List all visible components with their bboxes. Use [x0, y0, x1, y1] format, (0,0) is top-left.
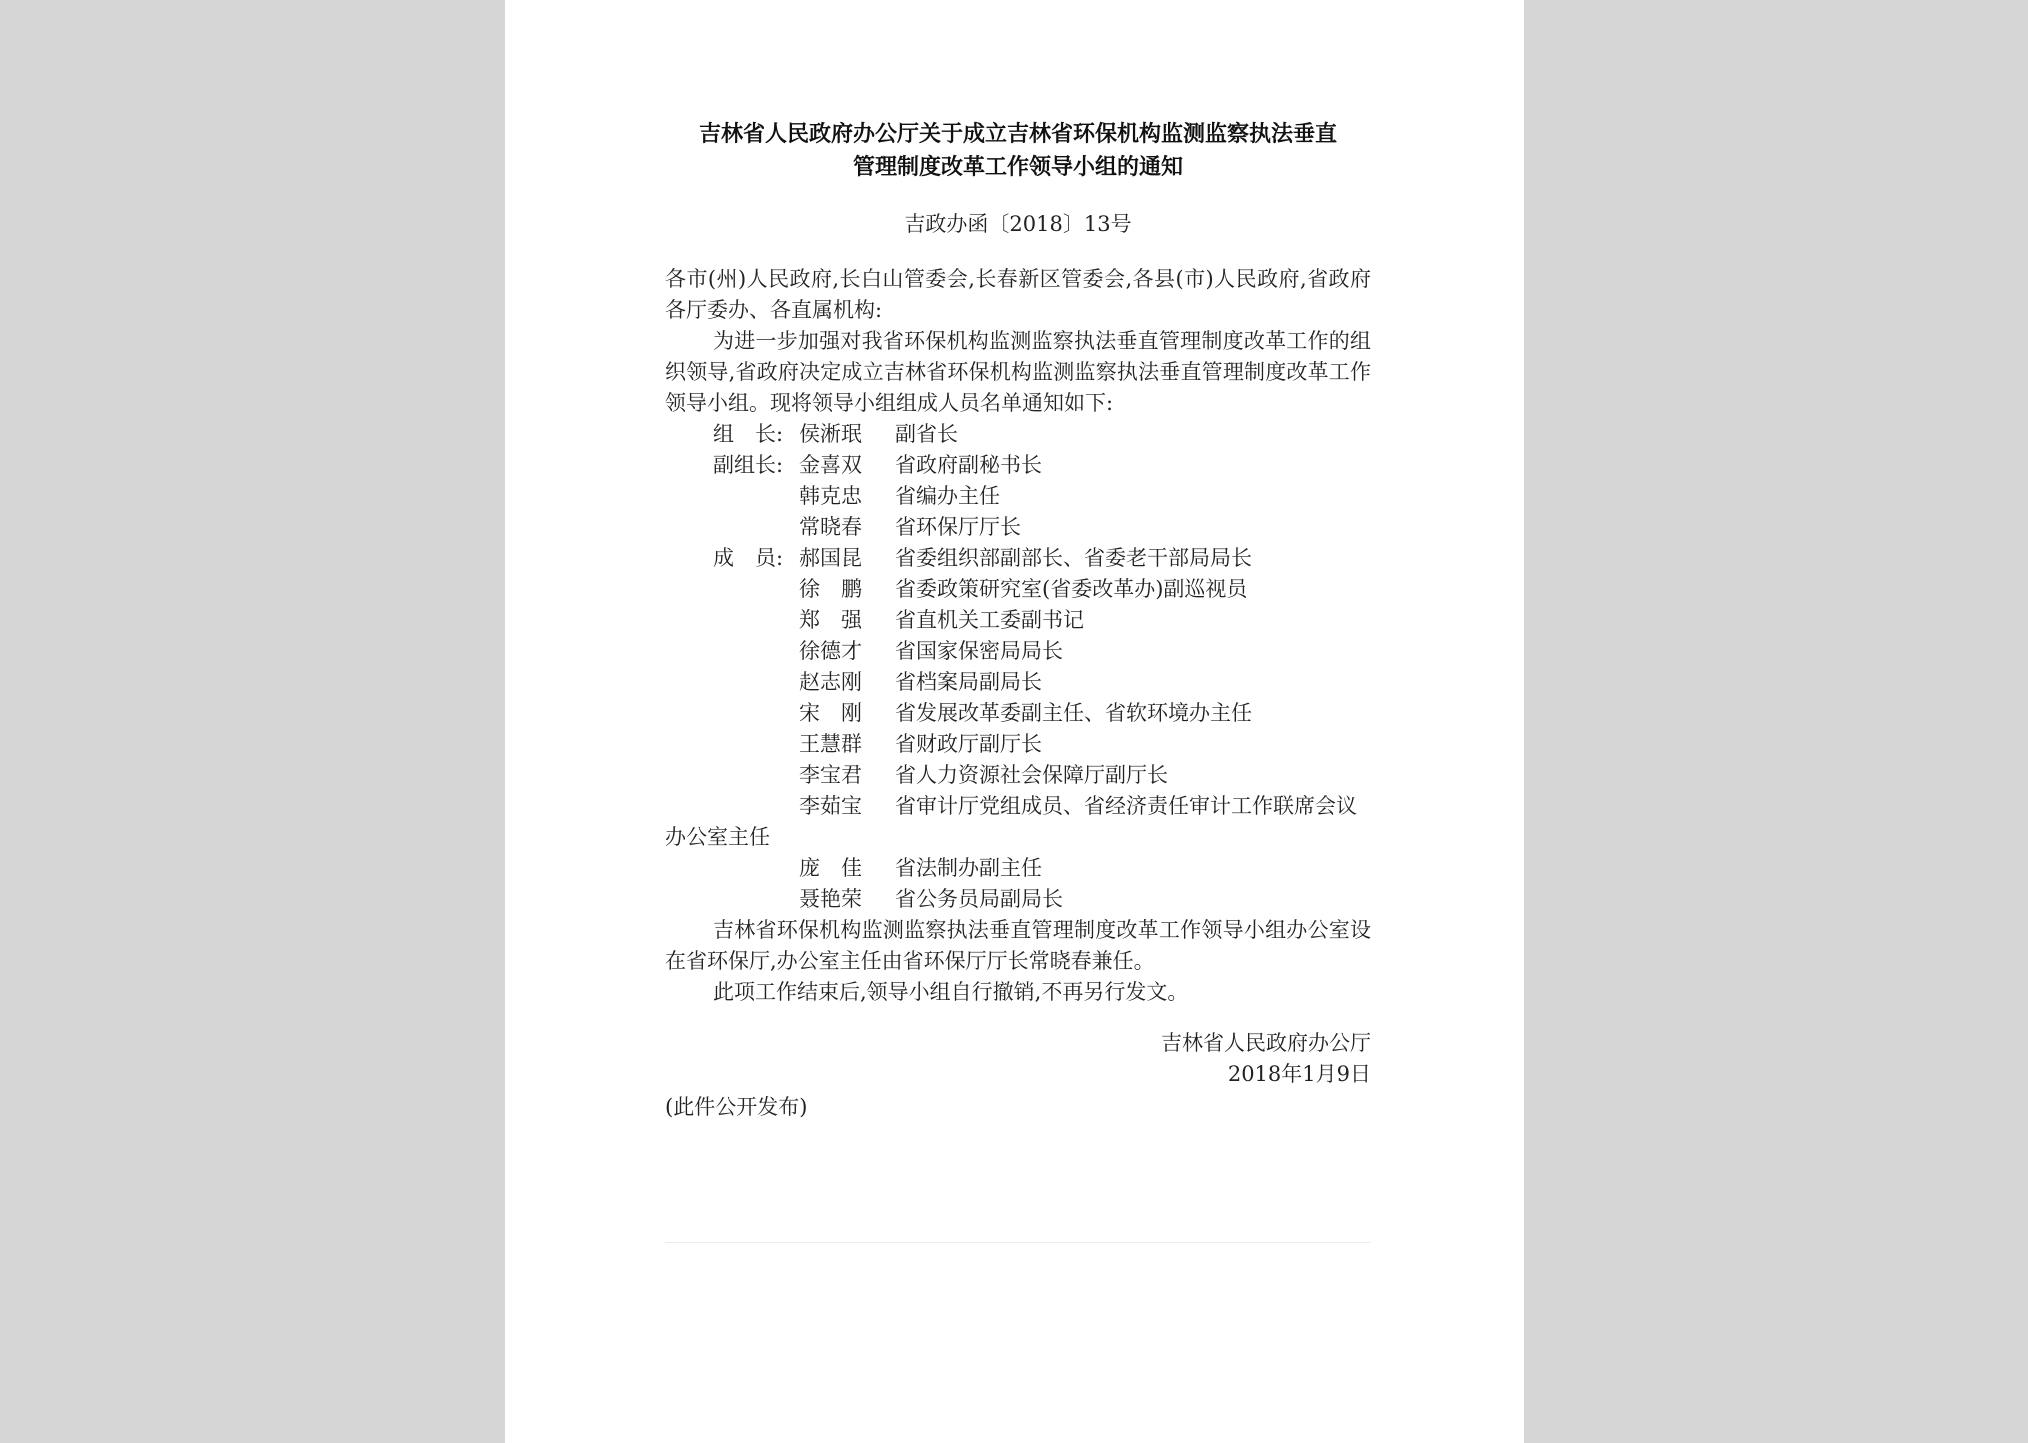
member-position: 省财政厅副厅长	[895, 732, 1042, 756]
member-position: 省法制办副主任	[895, 856, 1042, 880]
member-role	[665, 636, 799, 667]
member-position: 省委政策研究室(省委改革办)副巡视员	[895, 577, 1248, 601]
member-name: 李宝君	[799, 763, 862, 787]
member-name: 王慧群	[799, 732, 862, 756]
member-role	[665, 574, 799, 605]
member-name: 金喜双	[799, 453, 862, 477]
member-position: 省档案局副局长	[895, 670, 1042, 694]
signature-block	[665, 1028, 1371, 1090]
member-row	[665, 481, 1371, 512]
member-role	[665, 698, 799, 729]
member-role	[665, 512, 799, 543]
member-role	[665, 667, 799, 698]
member-position: 省国家保密局局长	[895, 639, 1063, 663]
member-row	[665, 543, 1371, 574]
member-name: 郑 强	[799, 608, 862, 632]
member-role	[665, 760, 799, 791]
member-name: 常晓春	[799, 515, 862, 539]
member-role: 成 员:	[713, 546, 784, 570]
member-name: 徐 鹏	[799, 577, 862, 601]
member-row	[665, 729, 1371, 760]
member-role	[665, 884, 799, 915]
member-list-tail	[665, 853, 1371, 915]
member-name: 赵志刚	[799, 670, 862, 694]
office-paragraph: 吉林省环保机构监测监察执法垂直管理制度改革工作领导小组办公室设在省环保厅,办公室主任由省环保厅厅长常晓春兼任。	[665, 918, 1371, 973]
member-row	[665, 884, 1371, 915]
member-role	[665, 481, 799, 512]
closing-paragraph: 此项工作结束后,领导小组自行撤销,不再另行发文。	[713, 980, 1189, 1004]
document-title	[665, 118, 1371, 184]
recipients-paragraph: 各市(州)人民政府,长白山管委会,长春新区管委会,各县(市)人民政府,省政府各厅委办、各直属机构:	[665, 267, 1371, 322]
member-role	[665, 853, 799, 884]
member-position: 省人力资源社会保障厅副厅长	[895, 763, 1168, 787]
member-row	[665, 853, 1371, 884]
member-position: 省编办主任	[895, 484, 1000, 508]
member-row-wrapped	[665, 791, 1371, 853]
member-row	[665, 760, 1371, 791]
document-content	[665, 118, 1371, 1123]
member-list	[665, 419, 1371, 791]
intro-paragraph: 为进一步加强对我省环保机构监测监察执法垂直管理制度改革工作的组织领导,省政府决定成立吉林省环保机构监测监察执法垂直管理制度改革工作领导小组。现将领导小组组成人员名单通知如下:	[665, 329, 1371, 415]
member-role	[665, 605, 799, 636]
member-row	[665, 698, 1371, 729]
member-position: 省发展改革委副主任、省软环境办主任	[895, 701, 1252, 725]
member-role	[665, 729, 799, 760]
member-position: 省委组织部副部长、省委老干部局局长	[895, 546, 1252, 570]
member-row	[665, 512, 1371, 543]
member-role: 副组长:	[713, 453, 784, 477]
member-row	[665, 450, 1371, 481]
member-position: 省审计厅党组成员、省经济责任审计工作联席会议办公室主任	[665, 794, 1357, 849]
member-row	[665, 419, 1371, 450]
member-position: 省政府副秘书长	[895, 453, 1042, 477]
signature-date: 2018年1月9日	[1227, 1062, 1371, 1086]
document-number: 吉政办函〔2018〕13号	[904, 212, 1132, 236]
signature-org: 吉林省人民政府办公厅	[1161, 1031, 1371, 1055]
member-position: 省直机关工委副书记	[895, 608, 1084, 632]
member-row	[665, 605, 1371, 636]
member-row	[665, 574, 1371, 605]
member-name: 韩克忠	[799, 484, 862, 508]
title-line-1: 吉林省人民政府办公厅关于成立吉林省环保机构监测监察执法垂直	[698, 122, 1337, 147]
member-position: 省环保厅厅长	[895, 515, 1021, 539]
member-row	[665, 636, 1371, 667]
member-position: 省公务员局副局长	[895, 887, 1063, 911]
publication-note: (此件公开发布)	[665, 1095, 808, 1119]
member-name: 庞 佳	[799, 856, 862, 880]
member-name: 聂艳荣	[799, 887, 862, 911]
member-name: 郝国昆	[799, 546, 862, 570]
document-page	[505, 0, 1524, 1443]
member-role: 组 长:	[713, 422, 784, 446]
member-row	[665, 667, 1371, 698]
member-position: 副省长	[895, 422, 958, 446]
member-name: 宋 刚	[799, 701, 862, 725]
member-name: 侯淅珉	[799, 422, 862, 446]
member-name: 徐德才	[799, 639, 862, 663]
title-line-2: 管理制度改革工作领导小组的通知	[852, 155, 1183, 180]
footer-divider	[665, 1242, 1371, 1243]
member-name: 李茹宝	[799, 794, 862, 818]
